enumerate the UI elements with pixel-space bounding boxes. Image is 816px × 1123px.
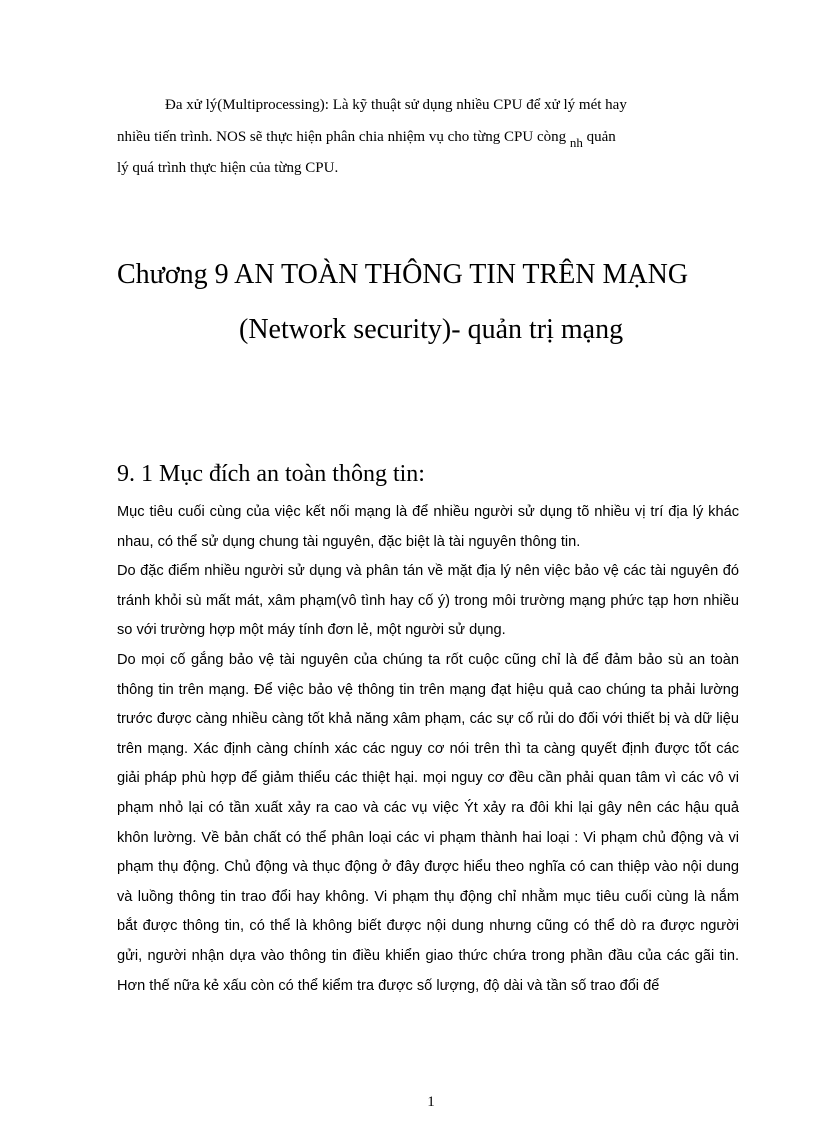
intro-line-2-end: quản xyxy=(582,129,616,145)
intro-line-3: lý quá trình thực hiện của từng CPU. xyxy=(117,160,339,176)
body-paragraph-3: Do mọi cố gắng bảo vệ tài nguyên của chúng ta rốt cuộc cũng chỉ là để đảm bảo sù an toàn thông tin trên mạng. Để việc bảo vệ thông tin trên mạng đạt hiệu quả cao chúng ta phải lường trước được càng nhiều càng tốt khả năng xâm phạm, các sự cố rủi do đối với thiết bị và dữ liệu trên mạng. Xác định càng chính xác các nguy cơ nói trên thì ta càng quyết định được tốt các giải pháp phù hợp để giảm thiểu các thiệt hại. mọi nguy cơ đều cần phải quan tâm vì các vô vi phạm nhỏ lại có tần xuất xảy ra cao và các vụ việc Ýt xảy ra đôi khi lại gây nên các hậu quả khôn lường. Về bản chất có thể phân loại các vi phạm thành hai loại : Vi phạm chủ động và vi phạm thụ động. Chủ động và thục động ở đây được hiểu theo nghĩa có can thiệp vào nội dung và luồng thông tin trao đổi hay không. Vi phạm thụ động chỉ nhằm mục tiêu cuối cùng là nắm bắt được thông tin, có thể là không biết được nội dung nhưng cũng có thể dò ra được người gửi, người nhận dựa vào thông tin điều khiển giao thức chứa trong phần đầu của các gãi tin. Hơn thế nữa kẻ xấu còn có thể kiểm tra được số lượng, độ dài và tần số trao đổi để xyxy=(117,651,739,994)
body-paragraph-1: Mục tiêu cuối cùng của việc kết nối mạng là để nhiều người sử dụng tõ nhiều vị trí địa lý khác nhau, có thể sử dụng chung tài nguyên, đặc biệt là tài nguyên thông tin. xyxy=(117,504,739,550)
section-heading: 9. 1 Mục đích an toàn thông tin: xyxy=(117,461,425,487)
chapter-title-line-2: (Network security)- quản trị mạng xyxy=(239,314,624,345)
intro-line-1: Đa xử lý(Multiprocessing): Là kỹ thuật sử dụng nhiều CPU để xử lý mét hay xyxy=(165,97,627,113)
body-text xyxy=(117,498,739,1001)
page-number: 1 xyxy=(427,1094,435,1110)
chapter-title-line-1: Chương 9 AN TOÀN THÔNG TIN TRÊN MẠNG xyxy=(117,259,689,290)
intro-line-2-text: nhiều tiến trình. NOS sẽ thực hiện phân chia nhiệm vụ cho từng CPU còng xyxy=(117,129,567,145)
intro-paragraph xyxy=(117,90,737,184)
body-paragraph-2: Do đặc điểm nhiều người sử dụng và phân tán về mặt địa lý nên việc bảo vệ các tài nguyên đó tránh khỏi sù mất mát, xâm phạm(vô tình hay cố ý) trong môi trường mạng phức tạp hơn nhiều so với trường hợp một máy tính đơn lẻ, một người sử dụng. xyxy=(117,563,739,639)
intro-line-2 xyxy=(117,121,737,153)
intro-line-2-subscript: nh xyxy=(569,135,583,150)
